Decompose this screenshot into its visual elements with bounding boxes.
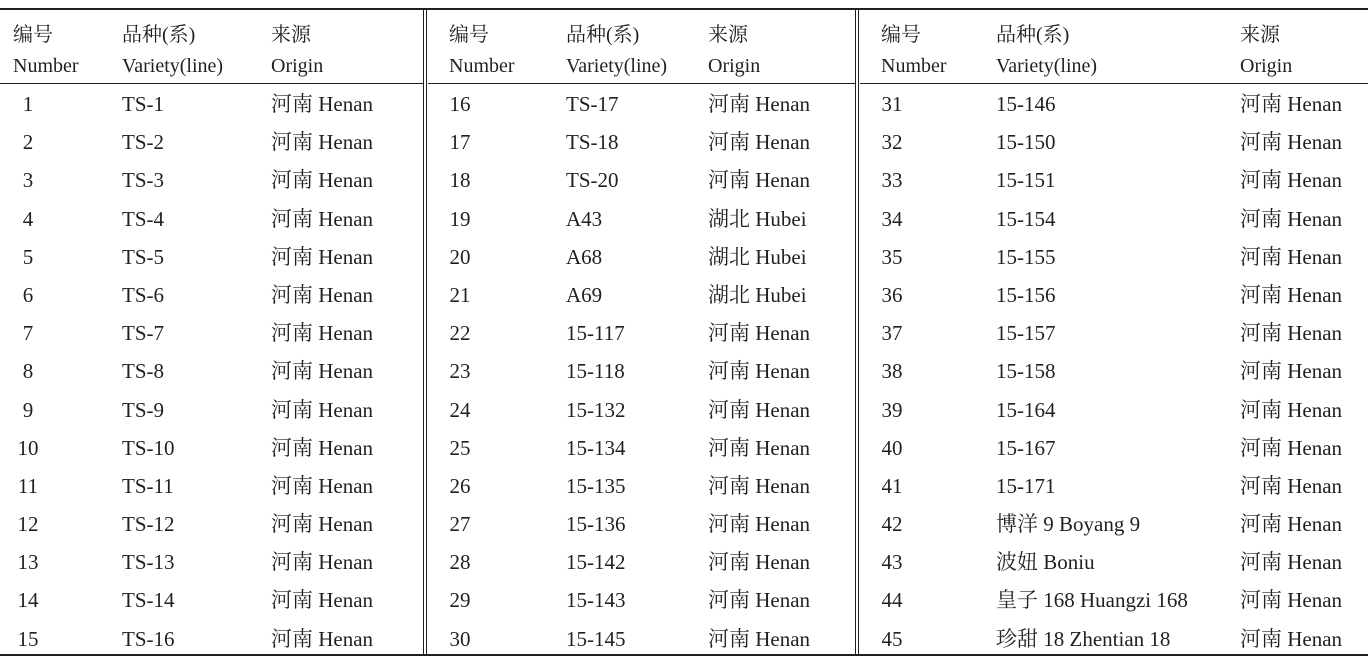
table-row: [860, 583, 1368, 621]
header-variety-en: Variety(line): [122, 55, 224, 77]
header-number-en: Number: [881, 55, 947, 77]
cell-number: 15: [17, 626, 39, 651]
table-row: [860, 202, 1368, 240]
cell-variety: TS-20: [566, 168, 619, 193]
cell-origin: 河南 Henan: [1240, 282, 1343, 307]
cell-origin: 湖北 Hubei: [708, 282, 807, 307]
table-row: [428, 240, 855, 278]
cell-number: 17: [449, 130, 471, 155]
cell-origin: 湖北 Hubei: [708, 206, 807, 231]
cell-origin: 河南 Henan: [271, 321, 374, 346]
cell-variety: TS-2: [122, 130, 164, 155]
cell-origin: 河南 Henan: [708, 397, 811, 422]
cell-origin: 河南 Henan: [1240, 550, 1343, 575]
cell-number: 11: [17, 473, 39, 498]
header-origin-cn: 来源: [1240, 24, 1280, 46]
cell-origin: 河南 Henan: [1240, 168, 1343, 193]
table-row: [860, 87, 1368, 125]
cell-variety: TS-5: [122, 244, 164, 269]
header-origin-cn: 来源: [271, 24, 311, 46]
cell-number: 44: [881, 588, 903, 613]
header-origin-cn: 来源: [708, 24, 748, 46]
cell-origin: 河南 Henan: [271, 92, 374, 116]
table-row: [860, 354, 1368, 392]
cell-number: 2: [22, 130, 34, 155]
cell-variety: 15-171: [996, 473, 1056, 498]
cell-number: 34: [881, 206, 903, 231]
cell-variety: 15-143: [566, 588, 626, 613]
header-origin-en: Origin: [1240, 55, 1293, 77]
cell-number: 28: [449, 550, 471, 575]
cell-number: 25: [449, 435, 471, 460]
cell-origin: 河南 Henan: [271, 244, 374, 269]
cell-variety: 15-150: [996, 130, 1056, 155]
cell-number: 8: [22, 359, 34, 384]
table-row: [860, 240, 1368, 278]
cell-origin: 河南 Henan: [271, 282, 374, 307]
cell-number: 13: [17, 550, 39, 575]
cell-number: 21: [449, 282, 471, 307]
table-row: [0, 87, 423, 125]
cell-number: 18: [449, 168, 471, 193]
cell-variety: 15-136: [566, 512, 626, 537]
cell-origin: 河南 Henan: [708, 550, 811, 575]
table-row: [0, 163, 423, 201]
cell-variety: TS-8: [122, 359, 164, 384]
cell-number: 33: [881, 168, 903, 193]
cell-variety: TS-9: [122, 397, 164, 422]
cell-number: 24: [449, 397, 471, 422]
cell-origin: 河南 Henan: [1240, 206, 1343, 231]
cell-number: 1: [22, 92, 34, 116]
cell-number: 14: [17, 588, 39, 613]
cell-origin: 河南 Henan: [708, 626, 811, 651]
cell-number: 4: [22, 206, 34, 231]
cell-origin: 河南 Henan: [708, 321, 811, 346]
cell-number: 42: [881, 512, 903, 537]
table-body: [428, 87, 855, 660]
table-row: [428, 163, 855, 201]
cell-origin: 河南 Henan: [1240, 626, 1343, 651]
cell-variety: 15-142: [566, 550, 626, 575]
cell-number: 5: [22, 244, 34, 269]
cell-variety: A68: [566, 244, 603, 269]
cell-number: 35: [881, 244, 903, 269]
cell-number: 39: [881, 397, 903, 422]
cell-number: 38: [881, 359, 903, 384]
header-variety-en: Variety(line): [996, 55, 1098, 77]
cell-number: 9: [22, 397, 34, 422]
cell-variety: TS-18: [566, 130, 619, 155]
table-row: [428, 545, 855, 583]
cell-number: 40: [881, 435, 903, 460]
cell-number: 16: [449, 92, 471, 116]
cell-variety: TS-7: [122, 321, 164, 346]
table-body: [0, 87, 423, 660]
table-row: [428, 393, 855, 431]
table-row: [0, 316, 423, 354]
cell-variety: TS-1: [122, 92, 164, 116]
cell-origin: 河南 Henan: [271, 550, 374, 575]
cell-origin: 河南 Henan: [708, 130, 811, 155]
table-row: [428, 354, 855, 392]
table-row: [428, 202, 855, 240]
cell-variety: TS-4: [122, 206, 164, 231]
table-row: [0, 393, 423, 431]
cell-variety: TS-3: [122, 168, 164, 193]
cell-number: 29: [449, 588, 471, 613]
table-row: [860, 507, 1368, 545]
cell-origin: 河南 Henan: [708, 168, 811, 193]
cell-variety: 15-167: [996, 435, 1056, 460]
header-variety: [996, 20, 1097, 82]
header-number-cn: 编号: [449, 24, 489, 46]
cell-variety: 15-158: [996, 359, 1056, 384]
cell-variety: 15-146: [996, 92, 1056, 116]
table-panel-3: [860, 10, 1368, 654]
header-origin-en: Origin: [271, 55, 324, 77]
double-rule-divider: [423, 10, 427, 654]
cell-number: 27: [449, 512, 471, 537]
table-row: [428, 469, 855, 507]
cell-variety: 15-154: [996, 206, 1056, 231]
cell-number: 22: [449, 321, 471, 346]
header-origin-en: Origin: [708, 55, 761, 77]
cell-variety: TS-10: [122, 435, 175, 460]
table-row: [0, 545, 423, 583]
cell-origin: 河南 Henan: [271, 512, 374, 537]
cell-number: 36: [881, 282, 903, 307]
cell-origin: 河南 Henan: [1240, 473, 1343, 498]
table-row: [428, 583, 855, 621]
header-number-en: Number: [13, 55, 79, 77]
header-origin: [271, 20, 323, 82]
cell-origin: 河南 Henan: [708, 588, 811, 613]
cell-origin: 河南 Henan: [271, 626, 374, 651]
header-number-cn: 编号: [881, 24, 921, 46]
table-row: [428, 125, 855, 163]
cell-origin: 河南 Henan: [1240, 397, 1343, 422]
table-row: [860, 393, 1368, 431]
cell-origin: 河南 Henan: [271, 130, 374, 155]
table-row: [0, 125, 423, 163]
cell-variety: 波妞 Boniu: [996, 550, 1095, 575]
table-row: [860, 316, 1368, 354]
cell-origin: 河南 Henan: [271, 206, 374, 231]
table-row: [428, 622, 855, 660]
cell-number: 3: [22, 168, 34, 193]
table-header: [0, 10, 423, 84]
cell-number: 7: [22, 321, 34, 346]
cell-variety: 15-157: [996, 321, 1056, 346]
cell-variety: TS-11: [122, 473, 174, 498]
table-row: [0, 507, 423, 545]
cell-origin: 河南 Henan: [708, 359, 811, 384]
cell-variety: 15-132: [566, 397, 626, 422]
cell-number: 10: [17, 435, 39, 460]
header-number-cn: 编号: [13, 24, 53, 46]
cell-number: 43: [881, 550, 903, 575]
cell-number: 6: [22, 282, 34, 307]
cell-origin: 河南 Henan: [1240, 244, 1343, 269]
cell-number: 37: [881, 321, 903, 346]
cell-origin: 河南 Henan: [1240, 321, 1343, 346]
cell-variety: 皇子 168 Huangzi 168: [996, 588, 1188, 613]
cell-variety: A43: [566, 206, 603, 231]
table-row: [860, 545, 1368, 583]
cell-number: 31: [881, 92, 903, 116]
cell-number: 30: [449, 626, 471, 651]
cell-origin: 河南 Henan: [1240, 130, 1343, 155]
cell-number: 12: [17, 512, 39, 537]
table-row: [860, 278, 1368, 316]
table-header: [860, 10, 1368, 84]
header-variety-cn: 品种(系): [566, 24, 640, 46]
cell-variety: TS-12: [122, 512, 175, 537]
cell-variety: 15-117: [566, 321, 625, 346]
table-row: [860, 622, 1368, 660]
header-variety: [566, 20, 667, 82]
table-row: [0, 583, 423, 621]
table-row: [428, 278, 855, 316]
cell-variety: TS-14: [122, 588, 175, 613]
header-origin: [708, 20, 760, 82]
header-number: [13, 20, 79, 82]
table-panel-1: [0, 10, 423, 654]
cell-origin: 河南 Henan: [271, 588, 374, 613]
table-row: [428, 507, 855, 545]
table-row: [0, 240, 423, 278]
cell-number: 32: [881, 130, 903, 155]
cell-variety: 15-118: [566, 359, 625, 384]
table-row: [428, 316, 855, 354]
cell-variety: 15-164: [996, 397, 1056, 422]
cell-origin: 河南 Henan: [708, 512, 811, 537]
cell-variety: 15-135: [566, 473, 626, 498]
cell-variety: 博洋 9 Boyang 9: [996, 512, 1141, 537]
table-panel-2: [428, 10, 855, 654]
cell-number: 20: [449, 244, 471, 269]
table-row: [860, 431, 1368, 469]
cell-origin: 河南 Henan: [1240, 92, 1343, 116]
cell-number: 45: [881, 626, 903, 651]
cell-origin: 河南 Henan: [1240, 435, 1343, 460]
cell-variety: 15-134: [566, 435, 626, 460]
cell-variety: TS-6: [122, 282, 164, 307]
header-variety-en: Variety(line): [566, 55, 668, 77]
cell-variety: 15-155: [996, 244, 1056, 269]
header-variety-cn: 品种(系): [122, 24, 196, 46]
cell-number: 23: [449, 359, 471, 384]
header-variety-cn: 品种(系): [996, 24, 1070, 46]
table-header: [428, 10, 855, 84]
variety-table: [0, 8, 1368, 656]
cell-number: 26: [449, 473, 471, 498]
cell-variety: 15-151: [996, 168, 1056, 193]
table-row: [0, 278, 423, 316]
table-row: [0, 202, 423, 240]
table-body: [860, 87, 1368, 660]
table-row: [0, 431, 423, 469]
cell-origin: 河南 Henan: [708, 92, 811, 116]
table-row: [860, 125, 1368, 163]
cell-origin: 河南 Henan: [708, 435, 811, 460]
header-number: [449, 20, 515, 82]
cell-variety: 珍甜 18 Zhentian 18: [996, 626, 1171, 651]
header-origin: [1240, 20, 1292, 82]
cell-number: 41: [881, 473, 903, 498]
cell-number: 19: [449, 206, 471, 231]
table-row: [0, 469, 423, 507]
cell-origin: 湖北 Hubei: [708, 244, 807, 269]
cell-variety: TS-16: [122, 626, 175, 651]
cell-variety: TS-17: [566, 92, 619, 116]
table-row: [428, 431, 855, 469]
cell-variety: TS-13: [122, 550, 175, 575]
cell-variety: 15-145: [566, 626, 626, 651]
cell-origin: 河南 Henan: [1240, 359, 1343, 384]
header-variety: [122, 20, 223, 82]
cell-origin: 河南 Henan: [708, 473, 811, 498]
table-row: [0, 354, 423, 392]
cell-origin: 河南 Henan: [1240, 588, 1343, 613]
cell-origin: 河南 Henan: [271, 168, 374, 193]
header-number: [881, 20, 947, 82]
cell-variety: 15-156: [996, 282, 1056, 307]
table-row: [860, 469, 1368, 507]
table-row: [428, 87, 855, 125]
cell-origin: 河南 Henan: [271, 435, 374, 460]
cell-origin: 河南 Henan: [271, 397, 374, 422]
double-rule-divider: [855, 10, 859, 654]
table-row: [0, 622, 423, 660]
cell-origin: 河南 Henan: [271, 473, 374, 498]
cell-variety: A69: [566, 282, 603, 307]
header-number-en: Number: [449, 55, 515, 77]
table-row: [860, 163, 1368, 201]
cell-origin: 河南 Henan: [1240, 512, 1343, 537]
cell-origin: 河南 Henan: [271, 359, 374, 384]
